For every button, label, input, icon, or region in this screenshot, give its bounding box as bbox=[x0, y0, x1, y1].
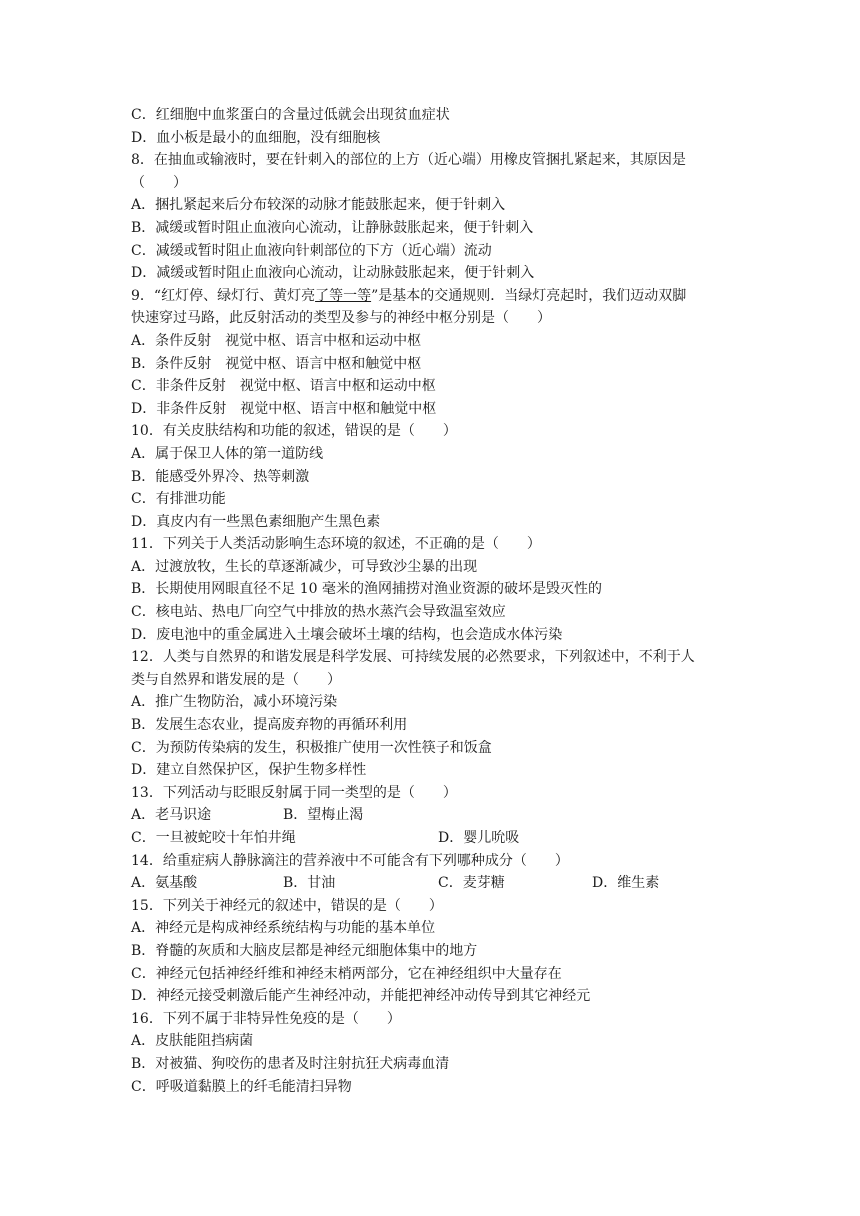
question-11-stem: 11．下列关于人类活动影响生态环境的叙述，不正确的是（ ） bbox=[131, 536, 541, 553]
option-9b: B．条件反射 视觉中枢、语言中枢和触觉中枢 bbox=[131, 355, 422, 372]
option-10a: A．属于保卫人体的第一道防线 bbox=[131, 445, 324, 462]
option-12b: B．发展生态农业，提高废弃物的再循环利用 bbox=[131, 717, 408, 734]
option-8c: C．减缓或暂时阻止血液向针刺部位的下方（近心端）流动 bbox=[131, 242, 492, 259]
option-15c: C．神经元包括神经纤维和神经末梢两部分，它在神经组织中大量存在 bbox=[131, 965, 562, 982]
option-13a: A．老马识途 bbox=[131, 807, 212, 824]
question-14-options bbox=[131, 872, 741, 895]
option-15d: D．神经元接受刺激后能产生神经冲动，并能把神经冲动传导到其它神经元 bbox=[131, 988, 591, 1005]
option-15b: B．脊髓的灰质和大脑皮层都是神经元细胞体集中的地方 bbox=[131, 942, 478, 959]
question-12-stem-cont: 类与自然界和谐发展的是（ ） bbox=[131, 671, 341, 688]
q9-underlined: 了等一等 bbox=[315, 287, 372, 304]
option-8d: D．减缓或暂时阻止血液向心流动，让动脉鼓胀起来，便于针刺入 bbox=[131, 265, 535, 282]
option-12a: A．推广生物防治，减小环境污染 bbox=[131, 694, 338, 711]
question-9-stem bbox=[131, 285, 741, 308]
question-9-stem-cont: 快速穿过马路，此反射活动的类型及参与的神经中枢分别是（ ） bbox=[131, 310, 551, 327]
option-12c: C．为预防传染病的发生，积极推广使用一次性筷子和饭盒 bbox=[131, 739, 492, 756]
question-text bbox=[131, 104, 741, 1098]
option-9a: A．条件反射 视觉中枢、语言中枢和运动中枢 bbox=[131, 332, 422, 349]
option-11c: C．核电站、热电厂向空气中排放的热水蒸汽会导致温室效应 bbox=[131, 604, 506, 621]
option-14c: C．麦芽糖 bbox=[438, 875, 505, 892]
option-7c: C．红细胞中血浆蛋白的含量过低就会出现贫血症状 bbox=[131, 107, 450, 123]
option-11a: A．过渡放牧，生长的草逐渐减少，可导致沙尘暴的出现 bbox=[131, 558, 478, 575]
option-14d: D．维生素 bbox=[592, 875, 660, 892]
question-8-stem: 8．在抽血或输液时，要在针刺入的部位的上方（近心端）用橡皮管捆扎紧起来，其原因是 bbox=[131, 152, 686, 169]
option-13c: C．一旦被蛇咬十年怕井绳 bbox=[131, 830, 296, 846]
question-13-options-row2 bbox=[131, 827, 741, 850]
question-12-stem: 12．人类与自然界的和谐发展是科学发展、可持续发展的必然要求，下列叙述中，不利于人 bbox=[131, 649, 695, 666]
option-9c: C．非条件反射 视觉中枢、语言中枢和运动中枢 bbox=[131, 378, 436, 395]
option-12d: D．建立自然保护区，保护生物多样性 bbox=[131, 762, 367, 779]
option-7d: D．血小板是最小的血细胞，没有细胞核 bbox=[131, 129, 381, 146]
question-14-stem: 14．给重症病人静脉滴注的营养液中不可能含有下列哪种成分（ ） bbox=[131, 852, 569, 869]
question-13-options-row1 bbox=[131, 804, 741, 827]
option-13d: D．婴儿吮吸 bbox=[438, 830, 520, 846]
option-16b: B．对被猫、狗咬伤的患者及时注射抗狂犬病毒血清 bbox=[131, 1055, 450, 1072]
option-9d: D．非条件反射 视觉中枢、语言中枢和触觉中枢 bbox=[131, 400, 437, 417]
option-8a: A．捆扎紧起来后分布较深的动脉才能鼓胀起来，便于针刺入 bbox=[131, 197, 506, 214]
option-11d: D．废电池中的重金属进入土壤会破坏土壤的结构，也会造成水体污染 bbox=[131, 626, 563, 643]
option-15a: A．神经元是构成神经系统结构与功能的基本单位 bbox=[131, 920, 436, 937]
question-8-stem-cont: （ ） bbox=[131, 174, 187, 191]
option-13b: B．望梅止渴 bbox=[283, 807, 364, 824]
q9-pre: 9．“红灯停、绿灯行、黄灯亮 bbox=[131, 287, 316, 304]
question-16-stem: 16．下列不属于非特异性免疫的是（ ） bbox=[131, 1010, 401, 1027]
option-10b: B．能感受外界冷、热等刺激 bbox=[131, 468, 310, 485]
option-14b: B．甘油 bbox=[283, 875, 336, 892]
q9-post: ”是基本的交通规则．当绿灯亮起时，我们迈动双脚 bbox=[371, 287, 687, 304]
option-11b: B．长期使用网眼直径不足 10 毫米的渔网捕捞对渔业资源的破坏是毁灭性的 bbox=[131, 581, 603, 598]
option-16c: C．呼吸道黏膜上的纤毛能清扫异物 bbox=[131, 1078, 352, 1095]
question-15-stem: 15．下列关于神经元的叙述中，错误的是（ ） bbox=[131, 897, 443, 914]
option-10d: D．真皮内有一些黑色素细胞产生黑色素 bbox=[131, 513, 381, 530]
option-8b: B．减缓或暂时阻止血液向心流动，让静脉鼓胀起来，便于针刺入 bbox=[131, 219, 534, 236]
option-16a: A．皮肤能阻挡病菌 bbox=[131, 1033, 254, 1050]
question-13-stem: 13．下列活动与眨眼反射属于同一类型的是（ ） bbox=[131, 784, 457, 801]
option-10c: C．有排泄功能 bbox=[131, 491, 226, 508]
option-14a: A．氨基酸 bbox=[131, 875, 198, 892]
question-10-stem: 10．有关皮肤结构和功能的叙述，错误的是（ ） bbox=[131, 423, 457, 440]
